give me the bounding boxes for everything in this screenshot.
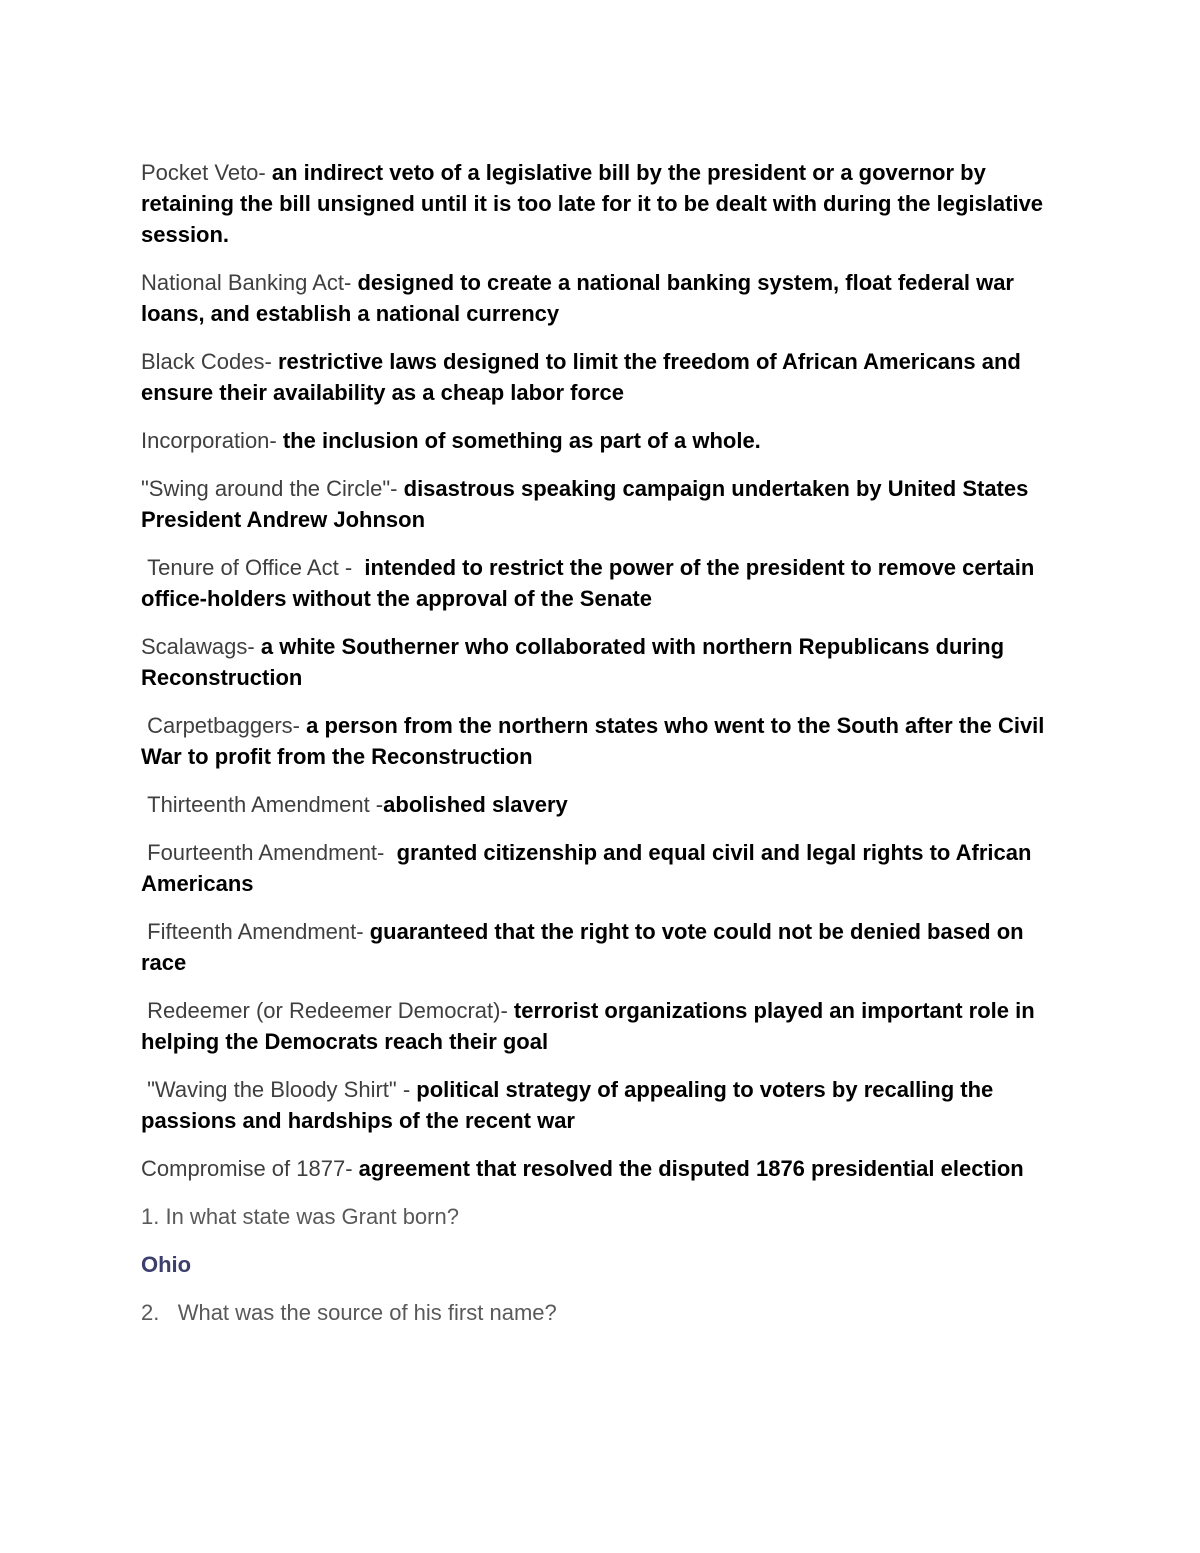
glossary-term: Fourteenth Amendment- <box>141 840 397 865</box>
glossary-entry-fifteenth-amendment <box>141 916 1061 978</box>
glossary-definition: terrorist organizations played an important role in helping the Democrats reach their goal <box>141 998 1035 1054</box>
glossary-definition: abolished slavery <box>383 792 568 817</box>
glossary-term: Pocket Veto- <box>141 160 272 185</box>
glossary-entry-pocket-veto <box>141 157 1061 250</box>
glossary-definition: intended to restrict the power of the president to remove certain office-holders without the approval of the Senate <box>141 555 1035 611</box>
glossary-term: Tenure of Office Act - <box>141 555 365 580</box>
glossary-term: Redeemer (or Redeemer Democrat)- <box>141 998 514 1023</box>
glossary-term: Carpetbaggers- <box>141 713 307 738</box>
glossary-definition: agreement that resolved the disputed 1876 presidential election <box>358 1156 1024 1181</box>
glossary-term: National Banking Act- <box>141 270 358 295</box>
question-2 <box>141 1297 1061 1328</box>
glossary-definition: disastrous speaking campaign undertaken by United States President Andrew Johnson <box>141 476 1029 532</box>
glossary-entry-incorporation <box>141 425 1061 456</box>
glossary-entry-black-codes <box>141 346 1061 408</box>
glossary-entry-tenure-of-office-act <box>141 552 1061 614</box>
glossary-definition: an indirect veto of a legislative bill by the president or a governor by retaining the bill unsigned until it is too late for it to be dealt with during the legislative session. <box>141 160 1044 247</box>
question-number: 2. <box>141 1300 178 1325</box>
glossary-definition: granted citizenship and equal civil and legal rights to African Americans <box>141 840 1032 896</box>
question-number: 1. <box>141 1204 166 1229</box>
glossary-entry-carpetbaggers <box>141 710 1061 772</box>
glossary-definition: designed to create a national banking system, float federal war loans, and establish a national currency <box>141 270 1014 326</box>
glossary-entry-fourteenth-amendment <box>141 837 1061 899</box>
glossary-term: "Waving the Bloody Shirt" - <box>141 1077 417 1102</box>
glossary-entry-thirteenth-amendment <box>141 789 1061 820</box>
question-1 <box>141 1201 1061 1232</box>
glossary-term: Thirteenth Amendment - <box>141 792 384 817</box>
glossary-term: Scalawags- <box>141 634 261 659</box>
answer-1: Ohio <box>141 1252 192 1277</box>
glossary-term: Fifteenth Amendment- <box>141 919 370 944</box>
glossary-entry-national-banking-act <box>141 267 1061 329</box>
glossary-entry-waving-the-bloody-shirt <box>141 1074 1061 1136</box>
glossary-definition: a white Southerner who collaborated with northern Republicans during Reconstruction <box>141 634 1005 690</box>
glossary-entry-swing-around-the-circle <box>141 473 1061 535</box>
glossary-term: Compromise of 1877- <box>141 1156 359 1181</box>
question-text: What was the source of his first name? <box>177 1300 557 1325</box>
glossary-term: "Swing around the Circle"- <box>141 476 404 501</box>
glossary-definition: the inclusion of something as part of a whole. <box>282 428 761 453</box>
glossary-entry-scalawags <box>141 631 1061 693</box>
glossary-entry-redeemer <box>141 995 1061 1057</box>
glossary-term: Incorporation- <box>141 428 283 453</box>
glossary-definition: guaranteed that the right to vote could not be denied based on race <box>141 919 1024 975</box>
glossary-entry-compromise-of-1877 <box>141 1153 1061 1184</box>
document-page <box>141 157 1061 1345</box>
glossary-definition: a person from the northern states who went to the South after the Civil War to profit from the Reconstruction <box>141 713 1045 769</box>
question-text: In what state was Grant born? <box>165 1204 459 1229</box>
glossary-definition: political strategy of appealing to voters by recalling the passions and hardships of the recent war <box>141 1077 994 1133</box>
glossary-term: Black Codes- <box>141 349 278 374</box>
glossary-definition: restrictive laws designed to limit the freedom of African Americans and ensure their availability as a cheap labor force <box>141 349 1021 405</box>
